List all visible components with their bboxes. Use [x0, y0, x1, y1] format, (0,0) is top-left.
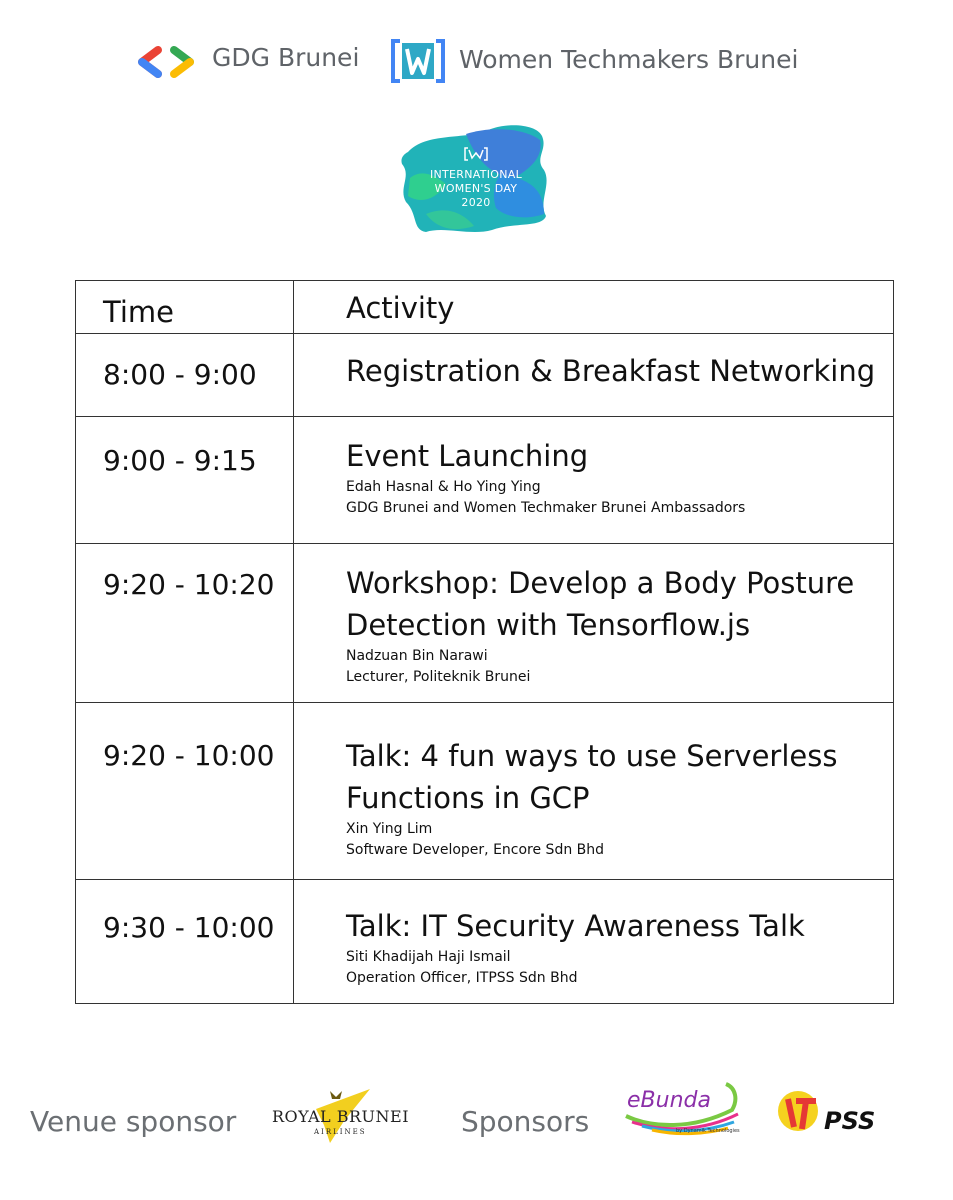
row-activity [294, 334, 894, 417]
sponsors-label: Sponsors [461, 1105, 590, 1138]
table-row [76, 334, 894, 417]
schedule-table [75, 280, 894, 1004]
iwd-badge-line3: 2020 [461, 196, 491, 209]
row-activity [294, 703, 894, 880]
table-row [76, 544, 894, 703]
iwd-badge-line1: INTERNATIONAL [429, 168, 523, 181]
activity-speaker: Edah Hasnal & Ho Ying Ying [346, 479, 541, 495]
iwd-badge-line2: WOMEN'S DAY [434, 182, 518, 195]
table-header-row [76, 281, 894, 334]
gdg-logo-icon [136, 44, 196, 80]
women-techmakers-logo-icon [390, 37, 446, 85]
itpss-wordmark: PSS [824, 1107, 876, 1135]
royal-brunei-subtitle: AIRLINES [314, 1128, 367, 1136]
activity-role: Software Developer, Encore Sdn Bhd [346, 842, 605, 858]
activity-title: Workshop: Develop a Body Posture Detection with Tensorflow.js [346, 566, 855, 642]
row-activity [294, 417, 894, 544]
activity-speaker: Xin Ying Lim [346, 821, 433, 837]
table-row [76, 880, 894, 1004]
row-activity [294, 880, 894, 1004]
activity-role: Lecturer, Politeknik Brunei [346, 669, 531, 685]
activity-role: Operation Officer, ITPSS Sdn Bhd [346, 970, 578, 986]
row-time: 9:20 - 10:20 [76, 544, 294, 703]
table-row [76, 703, 894, 880]
ebunda-subtitle: by Dynamik Technologies [676, 1128, 740, 1134]
ebunda-wordmark: eBunda [627, 1088, 711, 1113]
activity-speaker: Nadzuan Bin Narawi [346, 648, 488, 664]
row-time: 8:00 - 9:00 [76, 334, 294, 417]
gdg-brunei-label: GDG Brunei [212, 43, 360, 72]
row-time: 9:30 - 10:00 [76, 880, 294, 1004]
activity-title: Event Launching [346, 439, 589, 473]
column-header-time: Time [76, 281, 294, 334]
royal-brunei-wordmark: ROYAL BRUNEI [272, 1107, 410, 1126]
activity-speaker: Siti Khadijah Haji Ismail [346, 949, 511, 965]
activity-title: Talk: IT Security Awareness Talk [346, 909, 805, 943]
activity-role: GDG Brunei and Women Techmaker Brunei Ambassadors [346, 500, 746, 516]
column-header-activity: Activity [294, 281, 894, 334]
women-techmakers-label: Women Techmakers Brunei [459, 45, 799, 74]
row-time: 9:20 - 10:00 [76, 703, 294, 880]
row-time: 9:00 - 9:15 [76, 417, 294, 544]
row-activity [294, 544, 894, 703]
activity-title: Talk: 4 fun ways to use Serverless Functions in GCP [346, 739, 838, 815]
table-row [76, 417, 894, 544]
venue-sponsor-label: Venue sponsor [30, 1105, 237, 1138]
iwd-badge-text [396, 168, 556, 210]
activity-title: Registration & Breakfast Networking [346, 354, 876, 388]
